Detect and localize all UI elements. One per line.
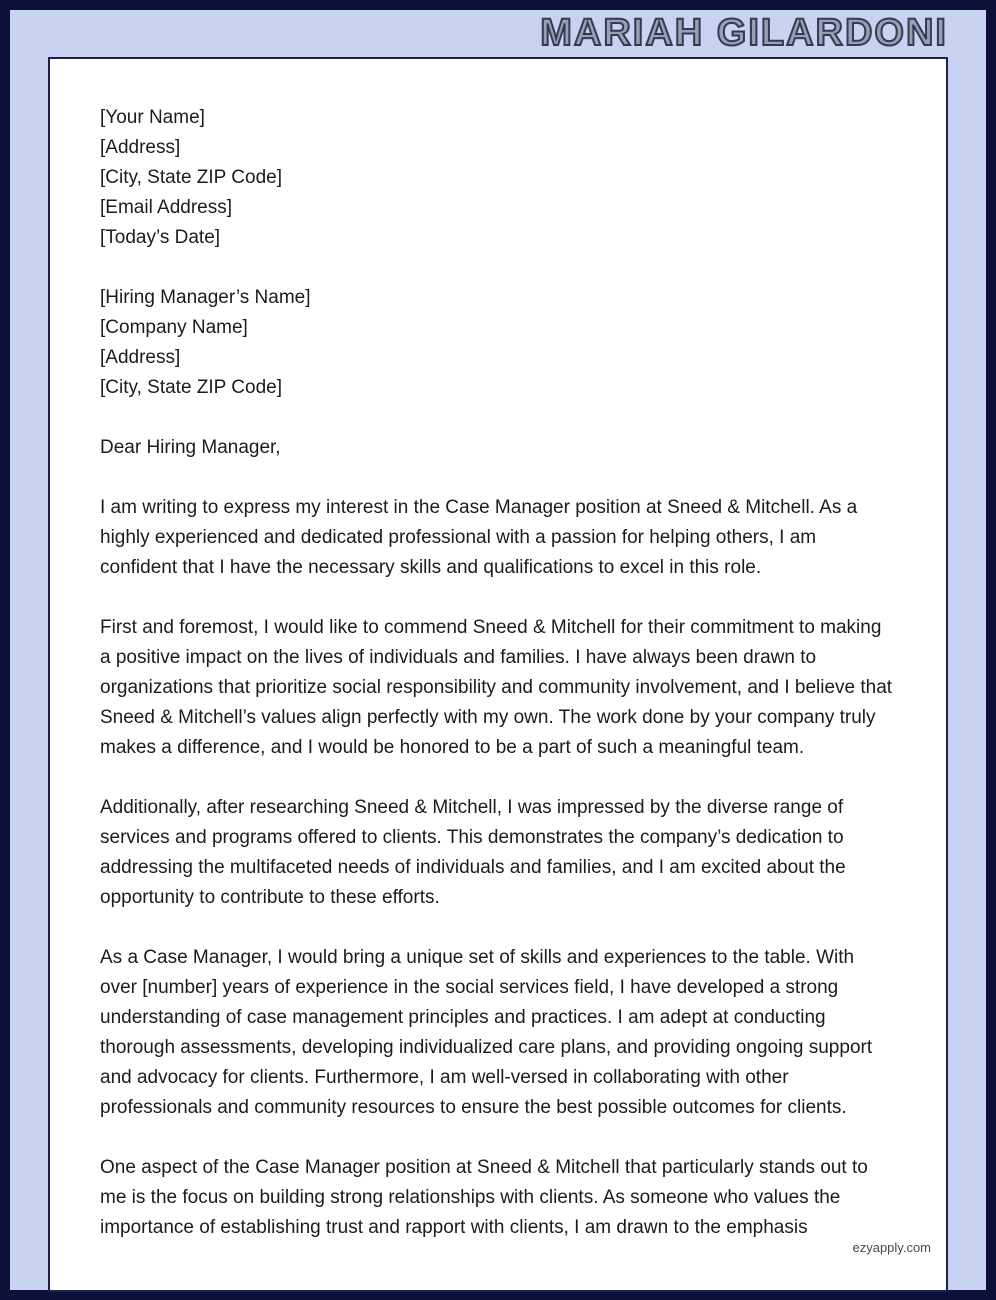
letter-body [50,59,946,1243]
paragraph-skills: As a Case Manager, I would bring a unique set of skills and experiences to the table. With over [number] years of experience in the social services field, I have developed a strong understanding of case management principles and practices. I am adept at conducting thorough assessments, developing individualized care plans, and providing ongoing support and advocacy for clients. Furthermore, I am well-versed in collaborating with other professionals and community resources to ensure the best possible outcomes for clients. [100,947,873,1118]
sender-address-line: [Address] [100,137,181,158]
paragraph-commendation: First and foremost, I would like to commend Sneed & Mitchell for their commitment to making a positive impact on the lives of individuals and families. I have always been drawn to organizations that prioritize social responsibility and community involvement, and I believe that Sneed & Mitchell’s values align perfectly with my own. The work done by your company truly makes a difference, and I would be honored to be a part of such a meaningful team. [100,617,893,758]
recipient-address-line: [Address] [100,347,181,368]
salutation: Dear Hiring Manager, [100,437,281,458]
sender-date-line: [Today’s Date] [100,227,221,248]
letterhead [48,10,948,57]
sender-block [100,103,896,253]
recipient-block [100,283,896,403]
document-page [48,57,948,1292]
watermark: ezyapply.com [849,1239,934,1256]
paragraph-intro: I am writing to express my interest in the Case Manager position at Sneed & Mitchell. As a highly experienced and dedicated professional with a passion for helping others, I am confident that I have the necessary skills and qualifications to excel in this role. [100,497,858,578]
paragraph-relationships: One aspect of the Case Manager position at Sneed & Mitchell that particularly stands out to me is the focus on building strong relationships with clients. As someone who values the importance of establishing trust and rapport with clients, I am drawn to the emphasis [100,1157,868,1238]
paragraph-research: Additionally, after researching Sneed & Mitchell, I was impressed by the diverse range of services and programs offered to clients. This demonstrates the company’s dedication to addressing the multifaceted needs of individuals and families, and I am excited about the opportunity to contribute to these efforts. [100,797,846,908]
recipient-city-line: [City, State ZIP Code] [100,377,282,398]
brand-name: MARIAH GILARDONI [540,12,948,54]
sender-email-line: [Email Address] [100,197,232,218]
recipient-company-line: [Company Name] [100,317,248,338]
sender-name-line: [Your Name] [100,107,205,128]
recipient-name-line: [Hiring Manager’s Name] [100,287,311,308]
sender-city-line: [City, State ZIP Code] [100,167,282,188]
